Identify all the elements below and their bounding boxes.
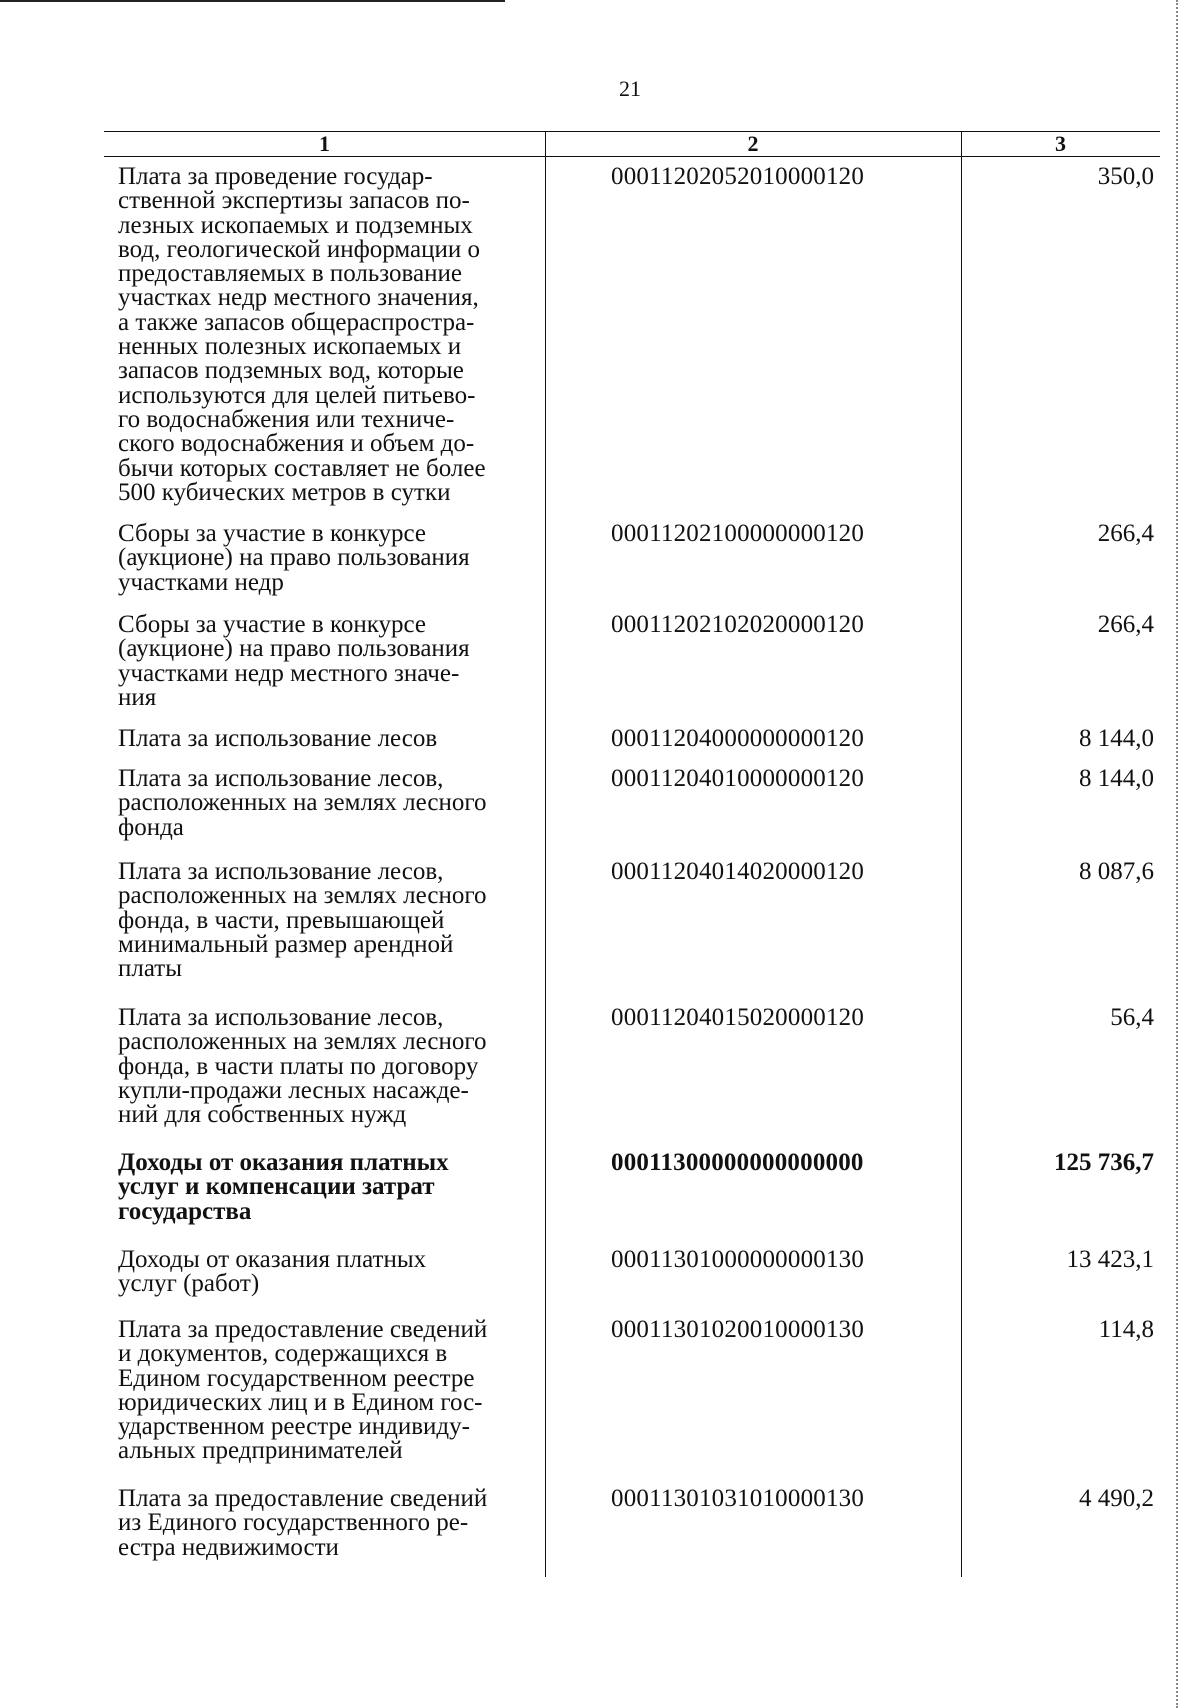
cell-text-line: Доходы от оказания платных xyxy=(118,1149,449,1176)
cell-text-line: ственной экспертизы запасов по- xyxy=(118,187,470,215)
cell-text-line: и документов, содержащихся в xyxy=(118,1340,448,1368)
cell-text-line: а также запасов общераспростра- xyxy=(118,308,475,336)
cell-text-line: участках недр местного значения, xyxy=(118,284,479,312)
row-value: 125 736,7 xyxy=(1054,1149,1154,1176)
cell-text-line: услуг и компенсации затрат xyxy=(118,1173,435,1201)
row-value: 56,4 xyxy=(1110,1004,1154,1031)
cell-text-line: государства xyxy=(118,1197,252,1225)
cell-text-line: юридических лиц и в Едином гос- xyxy=(118,1388,483,1416)
scan-top-border xyxy=(0,0,505,2)
row-value: 8 144,0 xyxy=(1079,725,1154,752)
row-code: 00011204014020000120 xyxy=(611,858,865,885)
row-name xyxy=(118,727,550,751)
cell-text-line: Едином государственном реестре xyxy=(118,1364,475,1392)
row-name xyxy=(118,860,550,981)
cell-text-line: из Единого государственного ре- xyxy=(118,1509,469,1537)
row-name xyxy=(118,1487,550,1560)
row-name xyxy=(118,165,550,505)
revenue-table xyxy=(104,131,1160,1577)
row-name xyxy=(118,1248,550,1297)
row-code: 00011301000000000130 xyxy=(611,1246,865,1273)
column-header-2: 2 xyxy=(747,131,759,156)
column-divider-2 xyxy=(961,131,962,1577)
row-value: 4 490,2 xyxy=(1079,1485,1154,1512)
column-header-3: 3 xyxy=(1055,131,1066,156)
cell-text-line: фонда xyxy=(118,813,184,841)
cell-text-line: услуг (работ) xyxy=(118,1270,260,1298)
cell-text-line: платы xyxy=(118,955,183,983)
cell-text-line: Плата за использование лесов, xyxy=(118,1004,444,1031)
row-code: 00011202102020000120 xyxy=(611,611,865,638)
cell-text-line: Плата за использование лесов, xyxy=(118,858,444,885)
cell-text-line: ударственном реестре индивиду- xyxy=(118,1413,470,1441)
cell-text-line: бычи которых составляет не более xyxy=(118,454,486,482)
cell-text-line: Плата за предоставление сведений xyxy=(118,1485,488,1512)
cell-text-line: расположенных на землях лесного xyxy=(118,882,487,910)
cell-text-line: предоставляемых в пользование xyxy=(118,260,462,288)
row-name xyxy=(118,1151,550,1224)
cell-text-line: естра недвижимости xyxy=(118,1533,339,1561)
row-code: 00011202100000000120 xyxy=(611,520,865,547)
page-number: 21 xyxy=(619,76,641,101)
row-value: 266,4 xyxy=(1097,611,1154,638)
row-value: 8 087,6 xyxy=(1079,858,1154,885)
cell-text-line: вод, геологической информации о xyxy=(118,235,481,263)
cell-text-line: альных предпринимателей xyxy=(118,1437,403,1465)
cell-text-line: ского водоснабжения и объем до- xyxy=(118,430,475,458)
cell-text-line: го водоснабжения или техниче- xyxy=(118,405,455,433)
cell-text-line: Плата за проведение государ- xyxy=(118,163,433,190)
cell-text-line: купли-продажи лесных насажде- xyxy=(118,1076,469,1104)
cell-text-line: ния xyxy=(118,683,157,711)
cell-text-line: 500 кубических метров в сутки xyxy=(118,478,451,506)
row-name xyxy=(118,1318,550,1464)
cell-text-line: Плата за использование лесов, xyxy=(118,765,444,792)
row-code: 00011300000000000000 xyxy=(611,1149,864,1176)
row-code: 00011204010000000120 xyxy=(611,765,865,792)
column-header-1: 1 xyxy=(319,131,330,156)
cell-text-line: Сборы за участие в конкурсе xyxy=(118,520,426,547)
cell-text-line: Доходы от оказания платных xyxy=(118,1246,427,1273)
table-header-row xyxy=(104,131,1160,157)
cell-text-line: минимальный размер арендной xyxy=(118,930,454,958)
row-name xyxy=(118,1006,550,1127)
row-value: 13 423,1 xyxy=(1066,1246,1154,1273)
cell-text-line: ненных полезных ископаемых и xyxy=(118,333,462,361)
row-value: 114,8 xyxy=(1098,1316,1154,1343)
row-code: 00011204000000000120 xyxy=(611,725,865,752)
cell-text-line: используются для целей питьево- xyxy=(118,381,476,409)
cell-text-line: Плата за предоставление сведений xyxy=(118,1316,488,1343)
cell-text-line: (аукционе) на право пользования xyxy=(118,544,470,572)
row-value: 350,0 xyxy=(1097,163,1154,190)
cell-text-line: фонда, в части, превышающей xyxy=(118,906,445,934)
cell-text-line: (аукционе) на право пользования xyxy=(118,635,470,663)
row-code: 00011301020010000130 xyxy=(611,1316,865,1343)
row-value: 8 144,0 xyxy=(1079,765,1154,792)
cell-text-line: участками недр местного значе- xyxy=(118,659,460,687)
cell-text-line: Плата за использование лесов xyxy=(118,725,438,752)
row-code: 00011301031010000130 xyxy=(611,1485,865,1512)
cell-text-line: расположенных на землях лесного xyxy=(118,789,487,817)
scan-right-edge xyxy=(1176,0,1178,1708)
cell-text-line: запасов подземных вод, которые xyxy=(118,357,464,385)
row-name xyxy=(118,613,550,710)
cell-text-line: лезных ископаемых и подземных xyxy=(118,211,473,239)
cell-text-line: фонда, в части платы по договору xyxy=(118,1052,479,1080)
cell-text-line: Сборы за участие в конкурсе xyxy=(118,611,426,638)
cell-text-line: расположенных на землях лесного xyxy=(118,1028,487,1056)
row-name xyxy=(118,522,550,595)
row-value: 266,4 xyxy=(1097,520,1154,547)
cell-text-line: участками недр xyxy=(118,568,284,596)
row-code: 00011204015020000120 xyxy=(611,1004,865,1031)
cell-text-line: ний для собственных нужд xyxy=(118,1101,407,1129)
row-code: 00011202052010000120 xyxy=(611,163,865,190)
row-name xyxy=(118,767,550,840)
